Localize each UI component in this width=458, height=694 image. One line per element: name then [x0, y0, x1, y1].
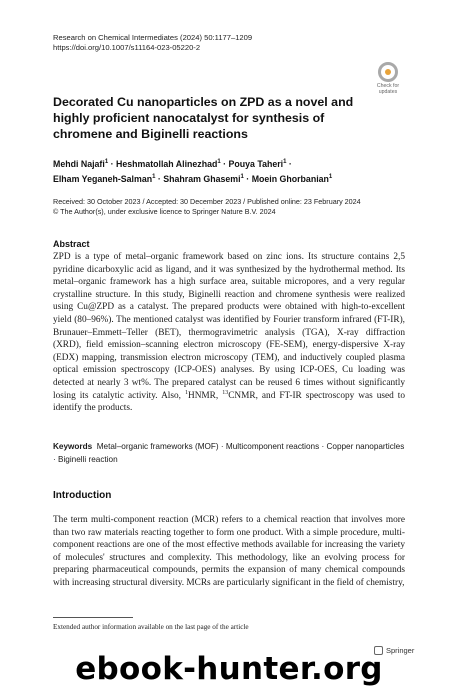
author-name: Moein Ghorbanian: [251, 174, 329, 185]
author-name: Shahram Ghasemi: [163, 174, 241, 185]
footnote-divider: [53, 617, 133, 618]
author-line-1: [53, 156, 383, 171]
author-separator: ·: [155, 174, 164, 185]
keywords-label: Keywords: [53, 442, 93, 451]
check-for-updates-badge[interactable]: [373, 62, 403, 95]
author-name: Mehdi Najafi: [53, 158, 105, 169]
article-title: Decorated Cu nanoparticles on ZPD as a novel and highly proficient nanocatalyst for synthesis of chromene and Biginelli reactions: [53, 95, 354, 141]
author-separator: ·: [108, 158, 116, 169]
author-separator: ·: [243, 174, 252, 185]
author-separator: ·: [220, 158, 229, 169]
author-separator: ·: [286, 158, 292, 169]
doi-link[interactable]: https://doi.org/10.1007/s11164-023-05220-2: [53, 43, 201, 52]
introduction-heading: Introduction: [53, 490, 112, 501]
author-name: Heshmatollah Alinezhad: [115, 158, 218, 169]
author-line-2: [53, 171, 383, 186]
keywords-section: [53, 441, 405, 466]
author-affiliation: 1: [217, 159, 221, 165]
author-name: Elham Yeganeh-Salman: [53, 174, 153, 185]
abstract-text: ZPD is a type of metal–organic framework based on zinc ions. Its structure contains 2,5 pyridine dicarboxylic acid as ligand, and it was synthesized by the hydrothermal method. Its metal–organic framework has a high surface area, suitable micropores, and a very regular crystalline structure. In this study, Biginelli reaction and chromene synthesis were realized using Cu@ZPD as a catalyst. The prepared products were obtained with high-to-excellent yield (80–96%). The mentioned catalyst was identified by Fourier transform infrared (FT-IR), Brunauer–Emmett–Teller (BET), thermogravimetric analysis (TGA), X-ray diffraction (XRD), field emission–scanning electron microscopy (FE-SEM), energy-dispersive X-ray (EDX) mapping, transmission electron microscopy (TEM), and inductively coupled plasma optical emission spectroscopy (ICP-OES) analyses. By using ICP-OES, Cu loading was detected at nearly 3 wt%. The prepared catalyst can be reused 6 times without significantly losing its catalytic activity. Also, $^1$HNMR, $^{13}$CNMR, and FT-IR spectroscopy was used to identify the products.: [53, 252, 406, 414]
copyright-notice: © The Author(s), under exclusive licence to Springer Nature B.V. 2024: [53, 207, 276, 216]
updates-icon: [378, 62, 398, 82]
author-affiliation: 1: [152, 174, 156, 181]
watermark: ebook-hunter.org: [75, 651, 383, 687]
introduction-text: The term multi-component reaction (MCR) refers to a chemical reaction that involves more than two raw materials reacting together to form one product. With a simple procedure, multi-component reactions are one of the most effective methods available for increasing the variety of molecules' structures and complexity. This methodology, like an evolving process for preparing pharmaceutical compounds, permits the expansion of many chemical compounds with increasing structural diversity. MCRs are particularly significant in the field of chemistry,: [53, 515, 405, 588]
author-affiliation: 1: [240, 174, 244, 181]
journal-header: [53, 33, 252, 53]
keywords-list: Metal–organic frameworks (MOF) · Multicomponent reactions · Copper nanoparticles · Biginelli reaction: [53, 442, 405, 464]
author-affiliation: 1: [283, 159, 287, 165]
author-list: [53, 156, 383, 187]
author-affiliation: 1: [328, 174, 333, 181]
abstract-heading: Abstract: [53, 239, 90, 249]
publisher-name: Springer: [386, 646, 415, 655]
journal-citation: Research on Chemical Intermediates (2024) 50:1177–1209: [53, 33, 253, 42]
footnote: Extended author information available on the last page of the article: [53, 623, 249, 631]
badge-label-line1: Check for: [376, 83, 400, 89]
author-affiliation: 1: [104, 159, 109, 165]
badge-label-line2: updates: [378, 88, 398, 95]
received-accepted-dates: Received: 30 October 2023 / Accepted: 30 December 2023 / Published online: 23 February 2024: [53, 197, 361, 206]
publication-dates: [53, 197, 413, 217]
author-name: Pouya Taheri: [228, 158, 284, 169]
